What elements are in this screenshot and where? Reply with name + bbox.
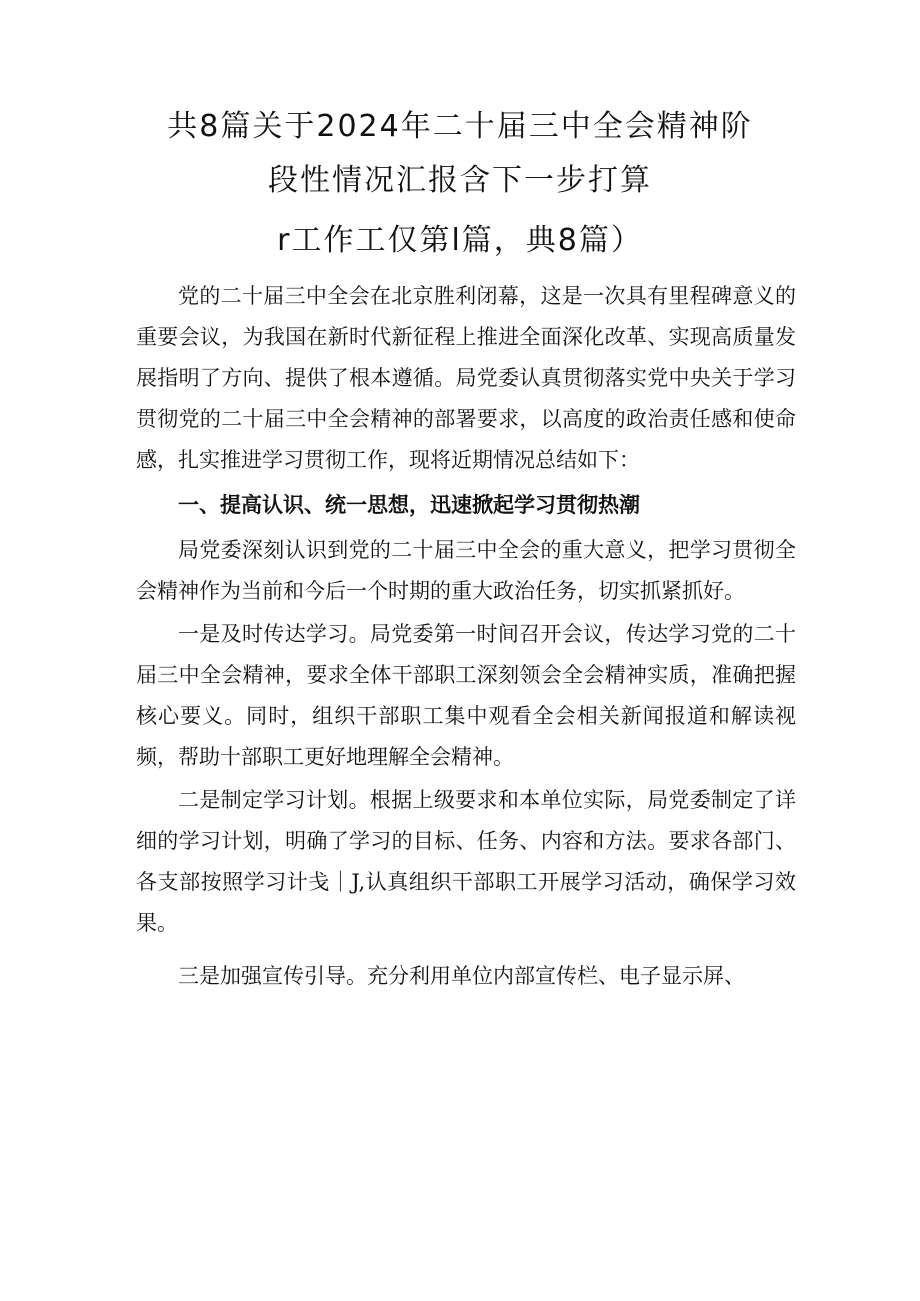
body-paragraph: 二是制定学习计划。根据上级要求和本单位实际，局党委制定了详细的学习计划，明确了学习的目标、任务、内容和方法。要求各部门、各支部按照学习计戋｜J,认真组织干部职工开展学习活动，确保学习效果。	[136, 788, 796, 935]
title-line-2: 段性情况汇报含下一步打算	[268, 163, 652, 198]
title-line-3: r工作工仅第l篇，典8篇）	[277, 223, 643, 258]
document-body	[136, 276, 796, 999]
body-paragraph: 局党委深刻认识到党的二十届三中全会的重大意义，把学习贯彻全会精神作为当前和今后一个时期的重大政治任务，切实抓紧抓好。	[136, 538, 796, 603]
body-paragraph: 一是及时传达学习。局党委第一时间召开会议，传达学习党的二十届三中全会精神，要求全体干部职工深刻领会全会精神实质，准确把握核心要义。同时，组织干部职工集中观看全会相关新闻报道和解读视频，帮助十部职工更好地理解全会精神。	[136, 622, 796, 769]
intro-paragraph: 党的二十届三中全会在北京胜利闭幕，这是一次具有里程碑意义的重要会议，为我国在新时代新征程上推进全面深化改革、实现高质量发展指明了方向、提供了根本遵循。局党委认真贯彻落实党中央关于学习贯彻党的二十届三中全会精神的部署要求，以高度的政治责任感和使命感，扎实推进学习贯彻工作，现将近期情况总结如下：	[136, 284, 796, 472]
document-title	[0, 100, 920, 268]
title-line-1: 共8篇关于2024年二十届三中全会精神阶	[167, 109, 753, 144]
section-heading-1: 一、提高认识、统一思想，迅速掀起学习贯彻热潮	[178, 493, 640, 517]
body-paragraph: 三是加强宣传引导。充分利用单位内部宣传栏、电子显示屏、	[178, 964, 745, 988]
